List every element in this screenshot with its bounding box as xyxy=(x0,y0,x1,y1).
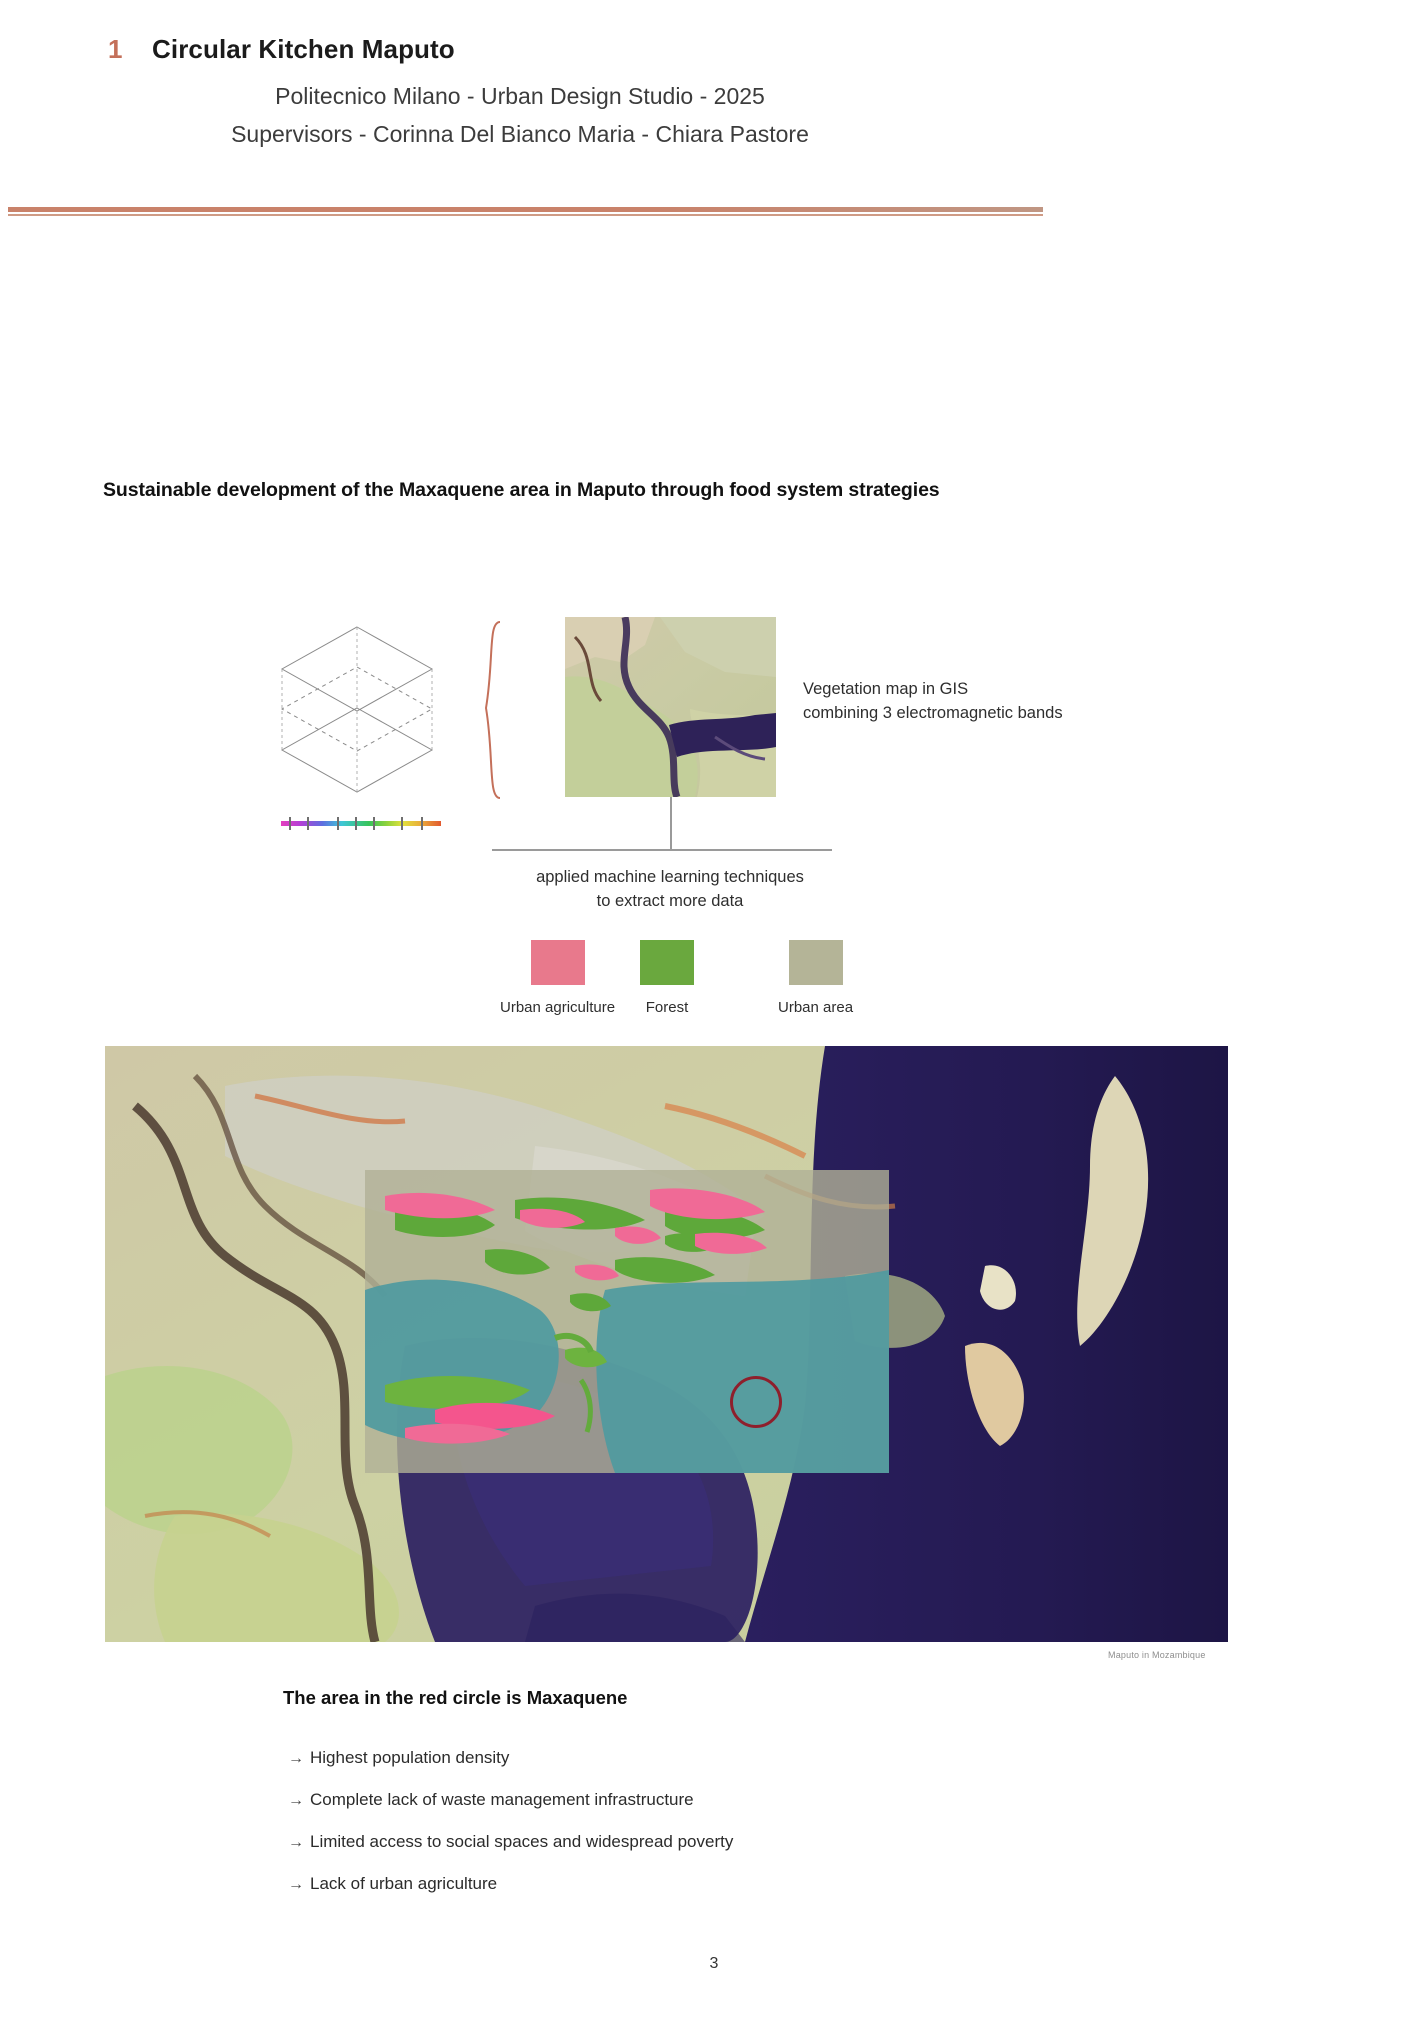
legend-item-urban-area xyxy=(778,940,853,1016)
bullet-list xyxy=(288,1749,733,1917)
ml-caption-line-2: to extract more data xyxy=(596,891,744,910)
layer-stack-icon xyxy=(272,622,442,802)
classification-overlay xyxy=(365,1170,889,1473)
list-item xyxy=(288,1833,733,1851)
header-divider-thin xyxy=(8,214,1043,216)
gis-caption xyxy=(803,678,1063,726)
page-header xyxy=(0,34,1428,151)
legend-swatch-urban-area xyxy=(789,940,843,985)
list-item-label: Complete lack of waste management infrastructure xyxy=(310,1790,694,1809)
legend-label-forest: Forest xyxy=(645,999,689,1016)
arrow-right-icon: → xyxy=(288,1876,304,1893)
legend-item-urban-agriculture xyxy=(500,940,615,1016)
arrow-right-icon: → xyxy=(288,1834,304,1851)
legend-item-forest xyxy=(640,940,694,1016)
gis-vegetation-thumbnail xyxy=(565,617,776,797)
diagram-connector-horizontal xyxy=(492,849,832,851)
brace-icon xyxy=(478,620,504,800)
list-item-label: Highest population density xyxy=(310,1748,510,1767)
section-title: Sustainable development of the Maxaquene area in Maputo through food system strategies xyxy=(103,479,940,501)
list-item-label: Limited access to social spaces and widespread poverty xyxy=(310,1832,734,1851)
header-subtitle-line-1: Politecnico Milano - Urban Design Studio - 2025 xyxy=(275,83,765,109)
page-number: 3 xyxy=(709,1955,719,1972)
map-subtitle: The area in the red circle is Maxaquene xyxy=(283,1687,628,1708)
map-legend xyxy=(0,940,1428,1020)
chapter-number: 1 xyxy=(108,34,123,64)
header-subtitle-line-2: Supervisors - Corinna Del Bianco Maria - Chiara Pastore xyxy=(231,121,809,148)
list-item xyxy=(288,1791,733,1809)
gis-caption-line-2: combining 3 electromagnetic bands xyxy=(803,703,1063,722)
legend-label-urban-area: Urban area xyxy=(778,999,854,1016)
legend-swatch-urban-agriculture xyxy=(531,940,585,985)
list-item xyxy=(288,1749,733,1767)
gis-caption-line-1: Vegetation map in GIS xyxy=(803,680,969,698)
ml-caption-line-1: applied machine learning techniques xyxy=(536,868,804,886)
maxaquene-highlight-circle xyxy=(730,1376,782,1428)
satellite-map-image xyxy=(105,1046,1228,1642)
header-title-row xyxy=(0,34,1428,65)
legend-label-urban-agriculture: Urban agriculture xyxy=(500,999,616,1016)
list-item xyxy=(288,1875,733,1893)
legend-swatch-forest xyxy=(640,940,694,985)
list-item-label: Lack of urban agriculture xyxy=(310,1874,498,1893)
page-title: Circular Kitchen Maputo xyxy=(152,34,455,64)
arrow-right-icon: → xyxy=(288,1750,304,1767)
electromagnetic-spectrum-bar xyxy=(281,819,441,829)
diagram-connector-vertical xyxy=(670,797,672,849)
machine-learning-caption xyxy=(0,866,1340,914)
arrow-right-icon: → xyxy=(288,1792,304,1809)
map-credit: Maputo in Mozambique xyxy=(1108,1650,1206,1660)
header-divider xyxy=(8,207,1043,212)
